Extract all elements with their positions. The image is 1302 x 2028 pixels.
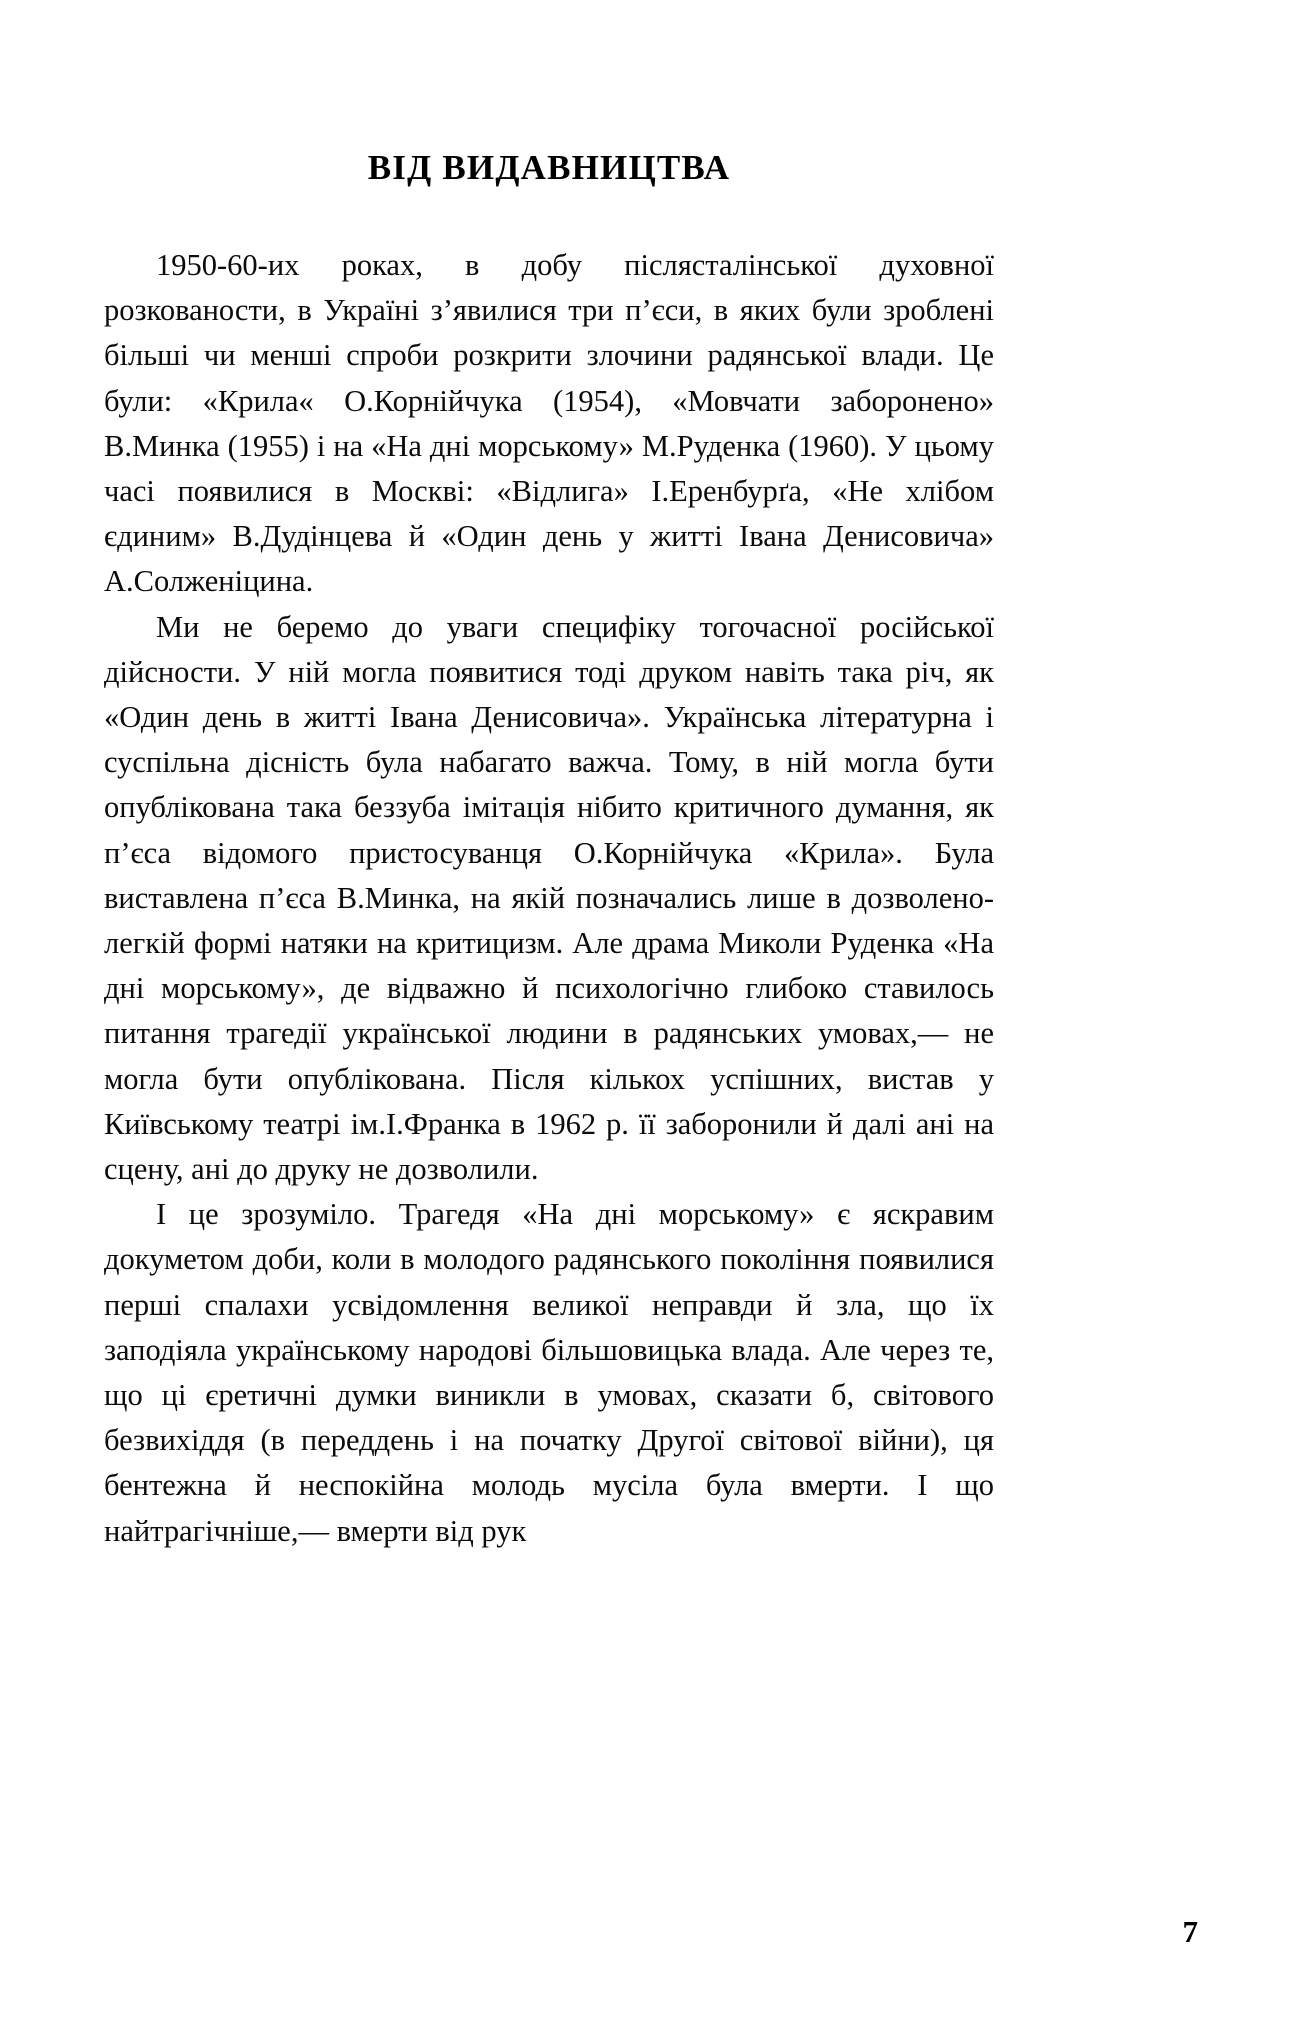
page-title: ВІД ВИДАВНИЦТВА [367,148,731,187]
paragraph-1-text: 1950-60-их роках, в добу післясталінської духовної розкованости, в Україні з’явилися три п’єси, в яких були зроблені більші чи менші спроби розкрити злочини радянської влади. Це були: «Крила« О.Корнійчука (1954), «Мовчати заборонено» В.Минка (1955) і на «На дні морському» М.Руденка (1960). У цьому часі появилися в Москві: «Відлига» І.Еренбурґа, «Не хлібом єдиним» В.Дудінцева й «Один день у житті Івана Денисовича» А.Солженіцина. [104,248,994,599]
paragraph-3-text: І це зрозуміло. Трагедя «На дні морському» є яскравим докуметом доби, коли в молодого радянського покоління появилися перші спалахи усвідомлення великої неправди й зла, що їх заподіяла українському народові більшовицька влада. Але через те, що ці єретичні думки виникли в умовах, сказати б, світового безвихіддя (в переддень і на початку Другої світової війни), ця бентежна й неспокійна молодь мусіла була вмерти. І що найтрагічніше,— вмерти від рук [104,1197,994,1548]
page-number: 7 [1182,1914,1198,1949]
paragraph-3 [104,1192,994,1554]
body-text [104,243,994,1554]
page-content-column [104,0,994,1554]
paragraph-2 [104,605,994,1193]
paragraph-1 [104,243,994,605]
paragraph-2-text: Ми не беремо до уваги специфіку тогочасної російської дійсности. У ній могла появитися тоді друком навіть така річ, як «Один день в житті Івана Денисовича». Українська літературна і суспільна дісність була набагато важча. Тому, в ній могла бути опублікована така беззуба імітація нібито критичного думання, як п’єса відомого пристосуванця О.Корнійчука «Крила». Була виставлена п’єса В.Минка, на якій позначались лише в дозволено-легкій формі натяки на критицизм. Але драма Миколи Руденка «На дні морському», де відважно й психологічно глибоко ставилось питання трагедії української людини в радянських умовах,— не могла бути опублікована. Після кількох успішних, вистав у Київському театрі ім.І.Франка в 1962 р. її заборонили й далі ані на сцену, ані до друку не дозволили. [104,609,994,1187]
